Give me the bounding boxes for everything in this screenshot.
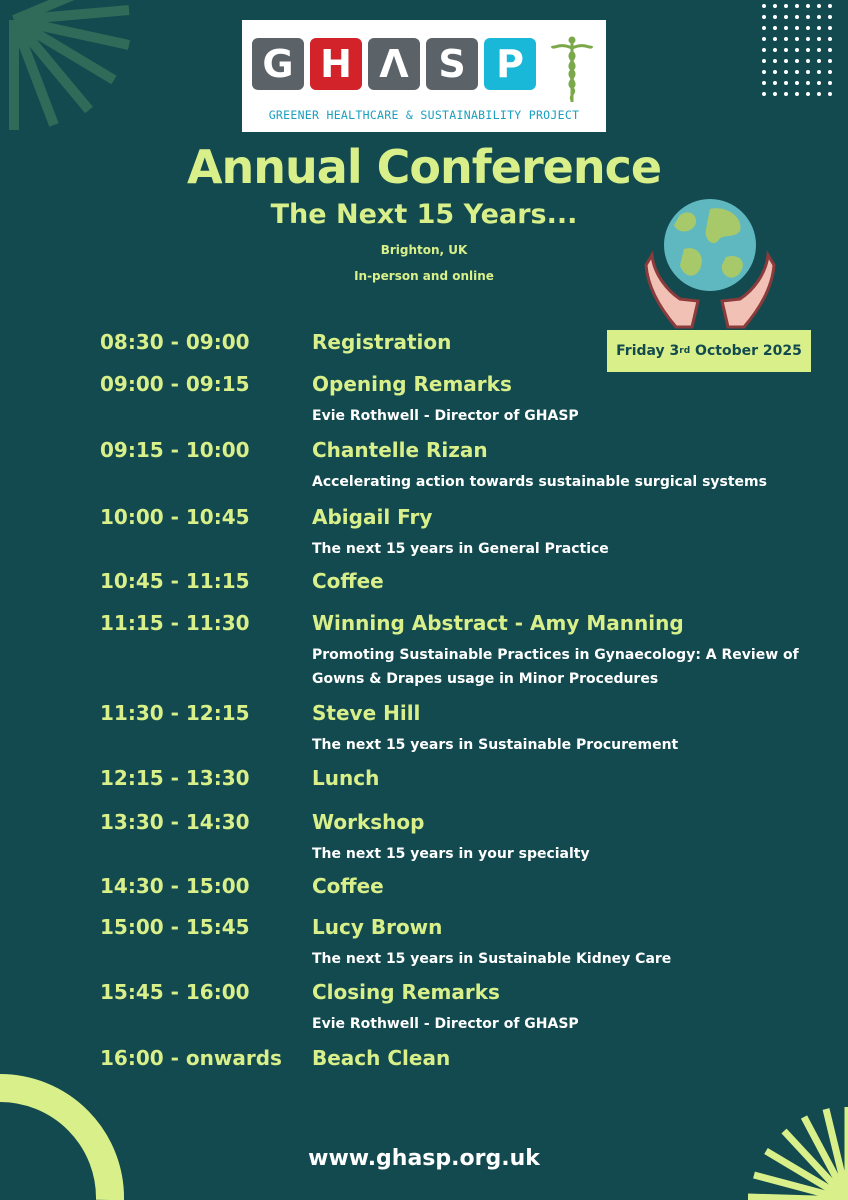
session-detail: Evie Rothwell - Director of GHASP xyxy=(312,408,579,424)
page-subtitle: The Next 15 Years... xyxy=(270,199,578,230)
dot xyxy=(795,48,799,52)
dot xyxy=(828,48,832,52)
dot xyxy=(762,48,766,52)
dot xyxy=(817,15,821,19)
dot xyxy=(828,26,832,30)
session-time: 09:00 - 09:15 xyxy=(100,372,250,396)
dot xyxy=(762,4,766,8)
session-detail: Accelerating action towards sustainable surgical systems xyxy=(312,474,767,490)
ghasp-logo xyxy=(242,20,606,132)
session-time: 11:30 - 12:15 xyxy=(100,701,250,725)
session-title: Opening Remarks xyxy=(312,372,512,396)
dot xyxy=(806,15,810,19)
dot xyxy=(784,81,788,85)
dot xyxy=(806,92,810,96)
session-title: Beach Clean xyxy=(312,1046,451,1070)
dot xyxy=(773,15,777,19)
session-time: 14:30 - 15:00 xyxy=(100,874,250,898)
dot xyxy=(762,26,766,30)
dot xyxy=(806,59,810,63)
dot xyxy=(806,81,810,85)
dot xyxy=(784,37,788,41)
date-suffix: October 2025 xyxy=(690,343,802,359)
dot xyxy=(817,37,821,41)
session-time: 10:45 - 11:15 xyxy=(100,569,250,593)
dot xyxy=(762,37,766,41)
dot xyxy=(773,48,777,52)
session-title: Coffee xyxy=(312,874,384,898)
logo-tile-s: S xyxy=(426,38,478,90)
logo-letter-tiles xyxy=(252,38,536,90)
dot xyxy=(795,92,799,96)
dot xyxy=(828,70,832,74)
session-time: 09:15 - 10:00 xyxy=(100,438,250,462)
dot xyxy=(773,4,777,8)
dot xyxy=(828,4,832,8)
logo-tagline: GREENER HEALTHCARE & SUSTAINABILITY PROJECT xyxy=(268,108,580,122)
dot xyxy=(762,70,766,74)
sunburst-decoration-top-left xyxy=(0,0,134,130)
dot xyxy=(806,26,810,30)
session-time: 16:00 - onwards xyxy=(100,1046,282,1070)
dot xyxy=(817,70,821,74)
session-time: 10:00 - 10:45 xyxy=(100,505,250,529)
session-title: Lunch xyxy=(312,766,380,790)
dot xyxy=(817,48,821,52)
location-text: Brighton, UK xyxy=(380,243,468,257)
dot xyxy=(784,26,788,30)
session-time: 15:45 - 16:00 xyxy=(100,980,250,1004)
date-ordinal: rd xyxy=(679,346,691,356)
session-detail: The next 15 years in your specialty xyxy=(312,846,590,862)
dot xyxy=(784,48,788,52)
dot xyxy=(817,59,821,63)
session-detail: The next 15 years in Sustainable Kidney Care xyxy=(312,951,672,967)
dot xyxy=(784,92,788,96)
dot xyxy=(795,59,799,63)
caduceus-icon xyxy=(550,34,594,104)
dot xyxy=(773,81,777,85)
arc-decoration xyxy=(0,1070,140,1200)
session-detail: Evie Rothwell - Director of GHASP xyxy=(312,1016,579,1032)
logo-tile-p: P xyxy=(484,38,536,90)
session-time: 08:30 - 09:00 xyxy=(100,330,250,354)
session-time: 12:15 - 13:30 xyxy=(100,766,250,790)
logo-tile-h: H xyxy=(310,38,362,90)
logo-tile-g: G xyxy=(252,38,304,90)
dot xyxy=(828,37,832,41)
event-date-badge xyxy=(607,330,811,372)
date-prefix: Friday 3 xyxy=(616,343,680,359)
session-detail: The next 15 years in Sustainable Procurement xyxy=(312,737,679,753)
session-title: Winning Abstract - Amy Manning xyxy=(312,611,684,635)
page-title: Annual Conference xyxy=(186,140,662,194)
dot xyxy=(795,4,799,8)
dot xyxy=(817,81,821,85)
dot xyxy=(762,59,766,63)
globe-in-hands-icon xyxy=(640,195,780,335)
dot xyxy=(784,15,788,19)
session-title: Chantelle Rizan xyxy=(312,438,488,462)
session-title: Abigail Fry xyxy=(312,505,433,529)
dot xyxy=(806,48,810,52)
dot xyxy=(773,26,777,30)
dot xyxy=(795,37,799,41)
dot xyxy=(762,81,766,85)
dot xyxy=(773,37,777,41)
dot xyxy=(806,37,810,41)
dot xyxy=(773,92,777,96)
logo-tile-a: Λ xyxy=(368,38,420,90)
dot xyxy=(817,4,821,8)
session-title: Steve Hill xyxy=(312,701,421,725)
session-time: 15:00 - 15:45 xyxy=(100,915,250,939)
session-title: Closing Remarks xyxy=(312,980,500,1004)
dot xyxy=(828,15,832,19)
dot xyxy=(795,26,799,30)
sunburst-decoration-bottom-right xyxy=(748,1105,848,1200)
session-detail: Promoting Sustainable Practices in Gynaecology: A Review of Gowns & Drapes usage in Minor Procedures xyxy=(312,647,799,687)
dot xyxy=(806,4,810,8)
dot xyxy=(817,92,821,96)
dot xyxy=(795,70,799,74)
dot xyxy=(817,26,821,30)
dot xyxy=(762,15,766,19)
session-title: Registration xyxy=(312,330,452,354)
session-title: Lucy Brown xyxy=(312,915,443,939)
website-link[interactable]: www.ghasp.org.uk xyxy=(308,1146,540,1171)
dot xyxy=(828,92,832,96)
dot xyxy=(806,70,810,74)
session-time: 13:30 - 14:30 xyxy=(100,810,250,834)
attendance-mode-text: In-person and online xyxy=(354,269,494,283)
session-title: Coffee xyxy=(312,569,384,593)
dot xyxy=(762,92,766,96)
session-detail: The next 15 years in General Practice xyxy=(312,541,609,557)
dot xyxy=(784,59,788,63)
dot xyxy=(773,70,777,74)
dot xyxy=(784,4,788,8)
dot-grid-decoration xyxy=(758,0,838,100)
dot xyxy=(784,70,788,74)
dot xyxy=(828,81,832,85)
dot xyxy=(795,15,799,19)
session-title: Workshop xyxy=(312,810,425,834)
dot xyxy=(795,81,799,85)
session-time: 11:15 - 11:30 xyxy=(100,611,250,635)
dot xyxy=(828,59,832,63)
dot xyxy=(773,59,777,63)
